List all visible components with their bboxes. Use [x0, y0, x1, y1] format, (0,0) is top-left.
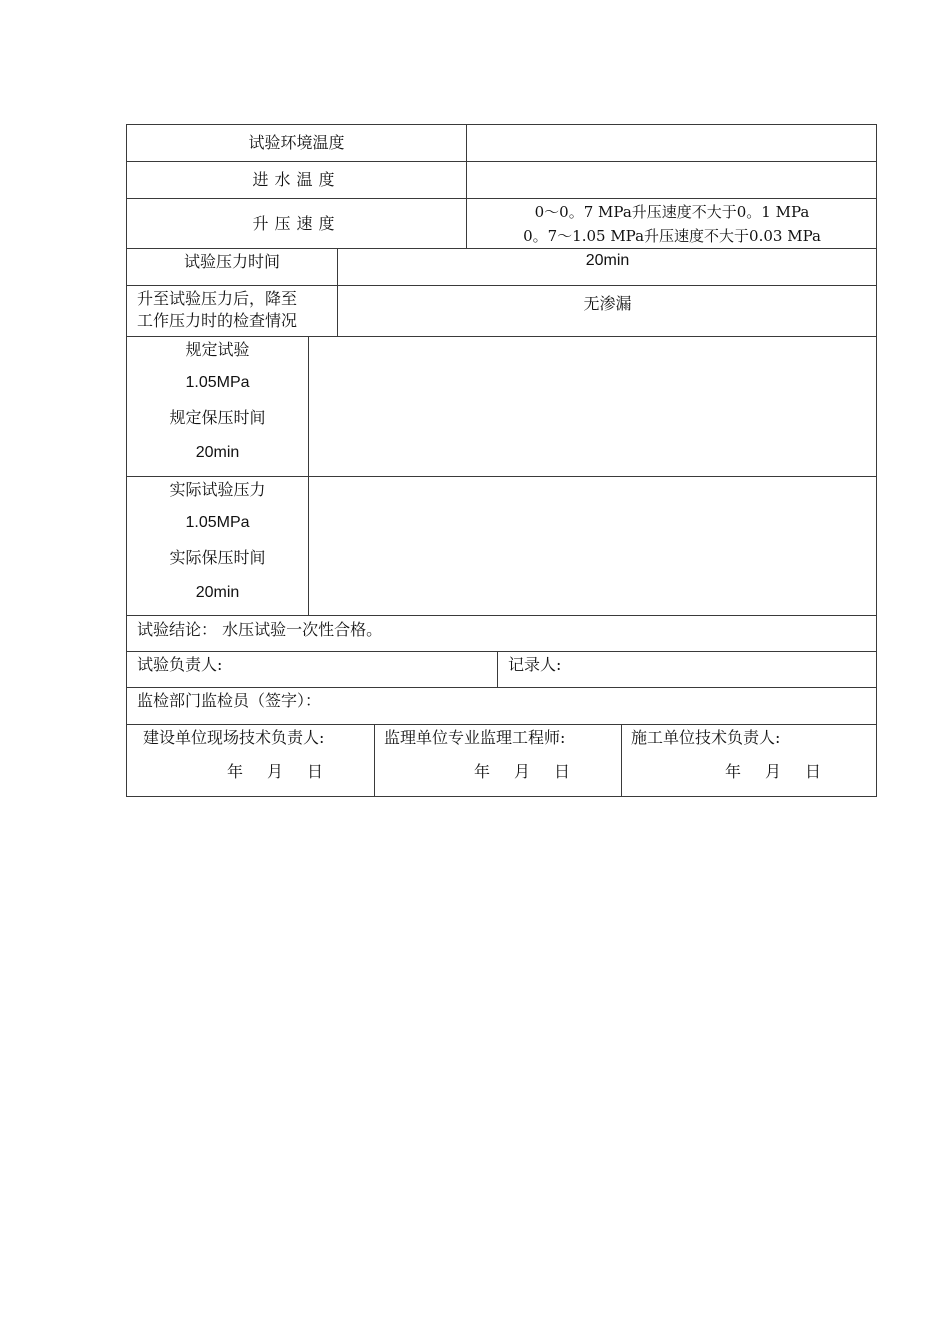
specified-pressure-label: 规定试验: [185, 340, 250, 359]
specified-cell: [126, 336, 308, 476]
env-temp-label-cell: [126, 124, 466, 161]
supervision-unit-date: 年 月 日: [474, 762, 575, 781]
actual-pressure-value: 1.05MPa: [185, 514, 250, 531]
specified-hold-value: 20min: [195, 444, 240, 461]
conclusion-text: 试验结论： 水压试验一次性合格。: [137, 620, 383, 639]
inspection-label-line-2: 工作压力时的检查情况: [137, 311, 298, 330]
actual-cell: [126, 476, 308, 615]
specified-blank-cell: [308, 336, 877, 476]
specified-pressure-value: 1.05MPa: [185, 374, 250, 391]
construction-unit-label: 建设单位现场技术负责人:: [143, 728, 325, 747]
actual-hold-value: 20min: [195, 584, 240, 601]
env-temp-value-cell: [466, 124, 877, 161]
inspector-cell: [126, 687, 877, 724]
supervision-unit-label: 监理单位专业监理工程师:: [384, 728, 566, 747]
env-temp-label: 试验环境温度: [248, 133, 345, 152]
supervision-unit-cell: [374, 724, 621, 797]
inspection-label-cell: [126, 285, 337, 336]
actual-pressure-label: 实际试验压力: [169, 480, 266, 499]
contractor-unit-label: 施工单位技术负责人:: [631, 728, 781, 747]
construction-unit-date: 年 月 日: [227, 762, 328, 781]
rise-rate-value-cell: [466, 198, 877, 248]
inspector-label: 监检部门监检员（签字）：: [137, 691, 322, 710]
rise-rate-label-cell: [126, 198, 466, 248]
rise-rate-label: 升压速度: [252, 213, 341, 233]
pressure-time-value: 20min: [585, 252, 630, 269]
test-lead-cell: [126, 651, 497, 687]
pressure-time-label-cell: [126, 248, 337, 285]
contractor-unit-date: 年 月 日: [725, 762, 826, 781]
rise-rate-line-1: 0～0。7 MPa升压速度不大于0。1 MPa: [534, 203, 810, 221]
actual-hold-label: 实际保压时间: [169, 548, 266, 567]
test-lead-label: 试验负责人:: [137, 655, 223, 674]
water-temp-label-cell: [126, 161, 466, 198]
inspection-value: 无渗漏: [583, 296, 632, 313]
specified-hold-label: 规定保压时间: [169, 408, 266, 427]
contractor-unit-cell: [621, 724, 877, 797]
recorder-cell: [497, 651, 877, 687]
pressure-time-label: 试验压力时间: [183, 252, 280, 271]
conclusion-cell: [126, 615, 877, 651]
pressure-time-value-cell: [337, 248, 877, 285]
inspection-label-line-1: 升至试验压力后，降至: [137, 289, 298, 308]
inspection-value-cell: [337, 285, 877, 336]
water-temp-value-cell: [466, 161, 877, 198]
recorder-label: 记录人:: [508, 655, 562, 674]
rise-rate-line-2: 0。7～1.05 MPa升压速度不大于0.03 MPa: [523, 227, 821, 245]
water-temp-label: 进水温度: [252, 170, 341, 189]
actual-blank-cell: [308, 476, 877, 615]
construction-unit-cell: [126, 724, 374, 797]
